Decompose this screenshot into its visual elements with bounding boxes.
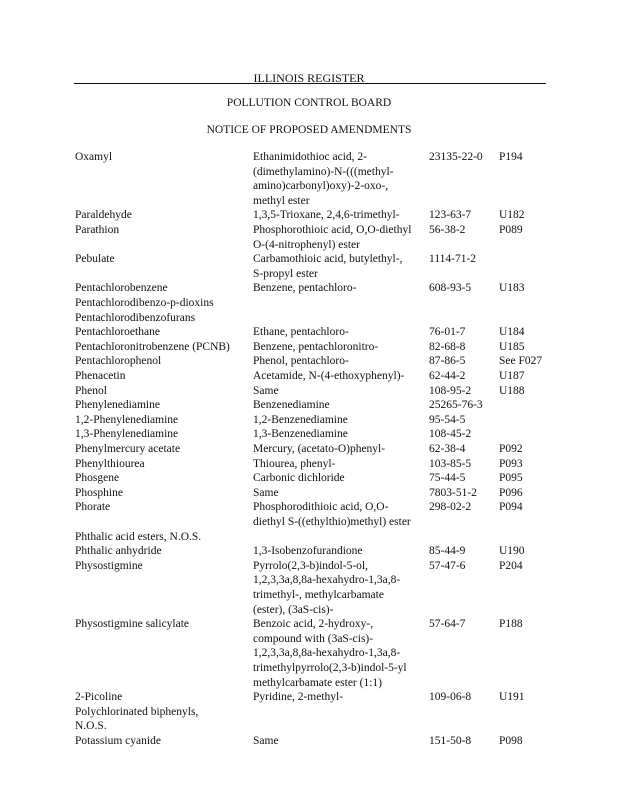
cas-number: 108-95-2 — [429, 384, 472, 397]
cas-number: 87-86-5 — [429, 355, 466, 368]
waste-code: U190 — [499, 545, 525, 558]
chemical-abstracts-name: Same — [253, 486, 279, 499]
cas-number: 82-68-8 — [429, 340, 466, 353]
waste-code: U182 — [499, 209, 525, 222]
waste-code: U188 — [499, 384, 525, 397]
cas-number: 298-02-2 — [429, 501, 472, 514]
chemical-abstracts-name: Same — [253, 384, 279, 397]
chemical-abstracts-name: Benzoic acid, 2-hydroxy-, compound with (3aS-cis)- 1,2,3,3a,8,8a-hexahydro-1,3a,8- trimethylpyrrolo(2,3-b)indol-5-yl methylcarbamate ester (1:1) — [253, 618, 407, 689]
cas-number: 23135-22-0 — [429, 151, 483, 163]
cas-number: 108-45-2 — [429, 428, 472, 441]
cas-number: 109-06-8 — [429, 691, 472, 704]
chemical-abstracts-name: Phenol, pentachloro- — [253, 355, 349, 368]
chemical-abstracts-name: Benzenediamine — [253, 399, 330, 412]
substance-name: Pentachloroethane — [75, 326, 160, 339]
cas-number: 1114-71-2 — [429, 253, 477, 266]
substance-name: Phenylthiourea — [75, 457, 145, 470]
substance-name: Phthalic anhydride — [75, 545, 162, 558]
chemical-abstracts-name: Pyrrolo(2,3-b)indol-5-ol, 1,2,3,3a,8,8a-hexahydro-1,3a,8- trimethyl-, methylcarbamate (ester), (3aS-cis)- — [253, 559, 401, 616]
waste-code: P194 — [499, 151, 523, 163]
cas-number: 85-44-9 — [429, 545, 466, 558]
waste-code: P092 — [499, 443, 523, 455]
chemical-abstracts-name: Carbonic dichloride — [253, 472, 345, 485]
waste-code: P188 — [499, 618, 523, 631]
waste-code: U191 — [499, 691, 525, 704]
chemical-abstracts-name: Phosphorodithioic acid, O,O- diethyl S-((ethylthio)methyl) ester — [253, 501, 411, 528]
chemical-abstracts-name: Pyridine, 2-methyl- — [253, 691, 344, 704]
substance-name: Potassium cyanide — [75, 735, 161, 747]
substance-name: Phenylenediamine — [75, 399, 160, 412]
substance-name: Phenylmercury acetate — [75, 443, 181, 455]
cas-number: 76-01-7 — [429, 326, 466, 339]
waste-code: P095 — [499, 472, 523, 485]
waste-code: U183 — [499, 282, 525, 295]
chemical-abstracts-name: Benzene, pentachloronitro- — [253, 340, 379, 353]
waste-code: P093 — [499, 457, 523, 470]
substance-name: Pentachlorobenzene Pentachlorodibenzo-p-dioxins Pentachlorodibenzofurans — [75, 282, 214, 324]
waste-code: P094 — [499, 501, 523, 514]
substance-name: Phenacetin — [75, 370, 126, 382]
chemical-abstracts-name: Carbamothioic acid, butylethyl-, S-propyl ester — [253, 253, 403, 280]
cas-number: 56-38-2 — [429, 224, 466, 236]
waste-code: P098 — [499, 735, 523, 747]
substance-name: Phosphine — [75, 486, 123, 499]
chemical-abstracts-name: Thiourea, phenyl- — [253, 457, 336, 470]
substance-name: Parathion — [75, 224, 120, 236]
chemical-abstracts-name: Phosphorothioic acid, O,O-diethyl O-(4-nitrophenyl) ester — [253, 224, 412, 251]
cas-number: 57-47-6 — [429, 559, 466, 572]
waste-code: See F027 — [499, 355, 543, 368]
register-title: ILLINOIS REGISTER — [253, 71, 365, 85]
chemical-abstracts-name: Mercury, (acetato-O)phenyl- — [253, 443, 386, 455]
board-title: POLLUTION CONTROL BOARD — [226, 97, 392, 109]
substance-name: 1,2-Phenylenediamine — [75, 413, 179, 426]
substance-name: Phthalic acid esters, N.O.S. — [75, 530, 202, 543]
substance-name: Phosgene — [75, 472, 120, 485]
substance-name: Pebulate — [75, 253, 115, 266]
chemical-abstracts-name: Same — [253, 735, 279, 747]
chemical-abstracts-name: 1,3-Isobenzofurandione — [253, 545, 363, 558]
waste-code: P204 — [499, 559, 523, 572]
substance-name: Phorate — [75, 501, 111, 514]
chemical-abstracts-name: 1,3-Benzenediamine — [253, 428, 348, 441]
substance-name: Polychlorinated biphenyls, N.O.S. — [75, 705, 199, 733]
cas-number: 608-93-5 — [429, 282, 472, 295]
cas-number: 57-64-7 — [429, 618, 466, 631]
cas-number: 151-50-8 — [429, 735, 472, 747]
cas-number: 95-54-5 — [429, 413, 466, 426]
substance-name: Physostigmine salicylate — [75, 618, 190, 631]
substance-name: 2-Picoline — [75, 691, 123, 704]
substance-name: 1,3-Phenylenediamine — [75, 428, 179, 441]
substance-name: Oxamyl — [75, 151, 113, 163]
substance-name: Phenol — [75, 384, 107, 397]
waste-code: U185 — [499, 340, 525, 353]
cas-number: 7803-51-2 — [429, 486, 477, 499]
chemical-abstracts-name: Benzene, pentachloro- — [253, 282, 357, 295]
substance-name: Paraldehyde — [75, 209, 132, 222]
substance-name: Pentachloronitrobenzene (PCNB) — [75, 340, 230, 353]
cas-number: 123-63-7 — [429, 209, 472, 222]
cas-number: 103-85-5 — [429, 457, 472, 470]
waste-code: U184 — [499, 326, 525, 339]
waste-code: P089 — [499, 224, 523, 236]
waste-code: P096 — [499, 486, 523, 499]
substance-name: Physostigmine — [75, 559, 143, 572]
chemical-abstracts-name: Acetamide, N-(4-ethoxyphenyl)- — [253, 370, 405, 382]
header-rule — [74, 83, 546, 84]
chemical-abstracts-name: Ethanimidothioc acid, 2- (dimethylamino)-N-(((methyl- amino)carbonyl)oxy)-2-oxo-, methyl ester — [253, 151, 394, 207]
cas-number: 25265-76-3 — [429, 399, 483, 412]
cas-number: 62-38-4 — [429, 443, 466, 455]
chemical-abstracts-name: 1,3,5-Trioxane, 2,4,6-trimethyl- — [253, 209, 400, 222]
chemical-abstracts-name: 1,2-Benzenediamine — [253, 413, 348, 426]
notice-title: NOTICE OF PROPOSED AMENDMENTS — [206, 124, 412, 136]
cas-number: 75-44-5 — [429, 472, 466, 485]
waste-code: U187 — [499, 370, 525, 382]
cas-number: 62-44-2 — [429, 370, 466, 382]
substance-name: Pentachlorophenol — [75, 355, 162, 368]
chemical-abstracts-name: Ethane, pentachloro- — [253, 326, 349, 339]
